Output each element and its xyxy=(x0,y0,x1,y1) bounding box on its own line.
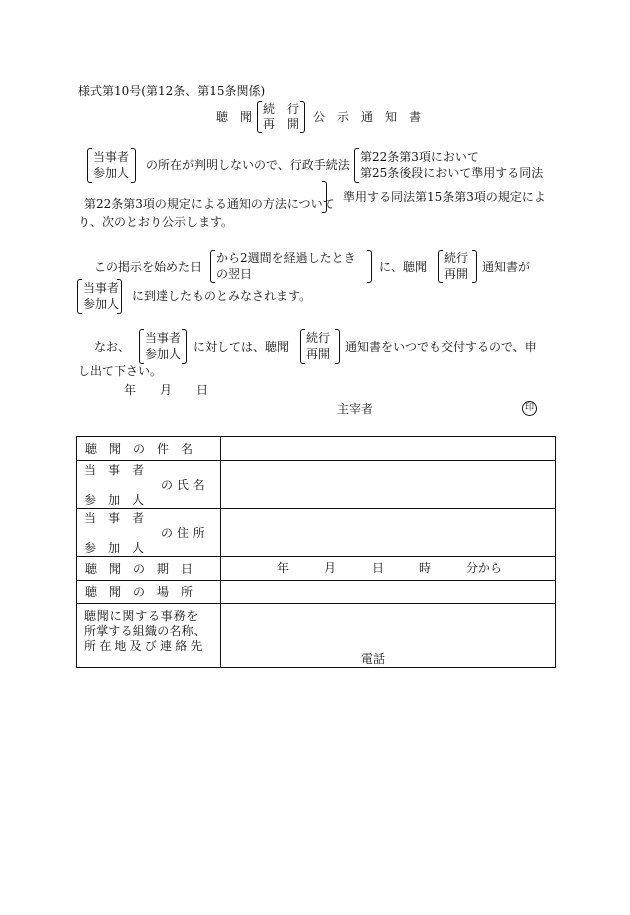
name-value xyxy=(221,461,556,509)
law-bracket-left xyxy=(354,148,359,183)
address-label: 当 事 者 の 住 所 参 加 人 xyxy=(77,509,221,557)
date-hour: 時 xyxy=(419,561,432,575)
party2-bracket-right xyxy=(117,279,122,314)
para3-text-c: 通知書をいつでも交付するので、申 xyxy=(345,340,537,354)
law-option-a: 第22条第3項において xyxy=(360,150,479,164)
date-bracket-right xyxy=(367,250,372,283)
party3-option-participant: 参加人 xyxy=(145,347,182,361)
date-value xyxy=(221,557,556,581)
para2-text-c: 通知書が xyxy=(482,260,531,274)
para3-text-a: なお、 xyxy=(94,340,131,354)
row-name xyxy=(77,461,556,509)
row-organization xyxy=(77,604,556,668)
notice-bracket-left xyxy=(438,250,443,283)
party2-option-party: 当事者 xyxy=(83,281,120,295)
row-date xyxy=(77,557,556,581)
para1-text-b: 第22条第3項の規定による通知の方法について xyxy=(84,197,335,211)
name-label: 当 事 者 の 氏 名 参 加 人 xyxy=(77,461,221,509)
law-bracket-right xyxy=(322,181,327,213)
organization-value xyxy=(221,604,556,668)
party2-bracket-left xyxy=(77,279,82,314)
deliver-option-resume: 再開 xyxy=(306,347,331,361)
para3-text-b: に対しては、聴聞 xyxy=(193,340,290,354)
date-day: 日 xyxy=(372,561,385,575)
case-name-value xyxy=(221,437,556,461)
para2-text-b: に、聴聞 xyxy=(379,260,428,274)
party2-option-participant: 参加人 xyxy=(83,297,120,311)
para1-text-d: り、次のとおり公示します。 xyxy=(78,215,234,229)
date-minute: 分から xyxy=(466,561,503,575)
deliver-option-continue: 続行 xyxy=(306,331,331,345)
para1-text-c: 準用する同法第15条第3項の規定によ xyxy=(343,190,546,204)
title-bracket-right xyxy=(300,101,305,133)
date-label: 聴 聞 の 期 日 xyxy=(77,557,221,581)
date-year: 年 xyxy=(277,561,290,575)
notice-bracket-right xyxy=(472,250,477,283)
title-bracket-left xyxy=(257,101,262,133)
date-month: 月 xyxy=(324,561,337,575)
hearing-details-table xyxy=(76,436,556,668)
para3-text-d: し出て下さい。 xyxy=(78,364,163,378)
para2-text-a: この掲示を始めた日 xyxy=(94,260,203,274)
date-option-b: の翌日 xyxy=(216,267,253,281)
party-bracket-right xyxy=(131,148,136,183)
party3-bracket-left xyxy=(139,329,144,364)
title-option-resume: 再 開 xyxy=(263,117,300,131)
title-suffix: 公 示 通 知 書 xyxy=(313,110,422,124)
notice-option-continue: 続行 xyxy=(444,251,469,265)
place-value xyxy=(221,581,556,604)
date-bracket-left xyxy=(210,250,215,283)
row-address xyxy=(77,509,556,557)
issue-date-month: 月 xyxy=(160,383,173,397)
place-label: 聴 聞 の 場 所 xyxy=(77,581,221,604)
form-number: 様式第10号(第12条、第15条関係) xyxy=(78,84,266,98)
case-name-label: 聴 聞 の 件 名 xyxy=(77,437,221,461)
phone-label: 電話 xyxy=(361,652,386,666)
address-value xyxy=(221,509,556,557)
party-option-participant: 参加人 xyxy=(93,166,130,180)
issue-date-day: 日 xyxy=(196,383,209,397)
issue-date-year: 年 xyxy=(124,383,137,397)
law-option-b: 第25条後段において準用する同法 xyxy=(360,166,544,180)
date-option-a: から2週間を経過したとき xyxy=(216,251,356,265)
row-case-name xyxy=(77,437,556,461)
title-prefix: 聴 聞 xyxy=(216,110,253,124)
party3-option-party: 当事者 xyxy=(145,331,182,345)
row-place xyxy=(77,581,556,604)
organizer-label: 主宰者 xyxy=(337,402,374,416)
seal-mark: 印 xyxy=(522,401,537,416)
deliver-bracket-right xyxy=(335,329,340,364)
para2-text-d: に到達したものとみなされます。 xyxy=(132,289,312,303)
para1-text-a: の所在が判明しないので、行政手続法 xyxy=(146,158,350,172)
organization-label: 聴聞に関する事務を 所掌する組織の名称、 所在地及び連絡先 xyxy=(77,604,221,668)
title-option-continue: 続 行 xyxy=(263,102,300,116)
party3-bracket-right xyxy=(182,329,187,364)
deliver-bracket-left xyxy=(300,329,305,364)
notice-option-resume: 再開 xyxy=(444,267,469,281)
party-bracket-left xyxy=(87,148,92,183)
party-option-party: 当事者 xyxy=(93,150,130,164)
